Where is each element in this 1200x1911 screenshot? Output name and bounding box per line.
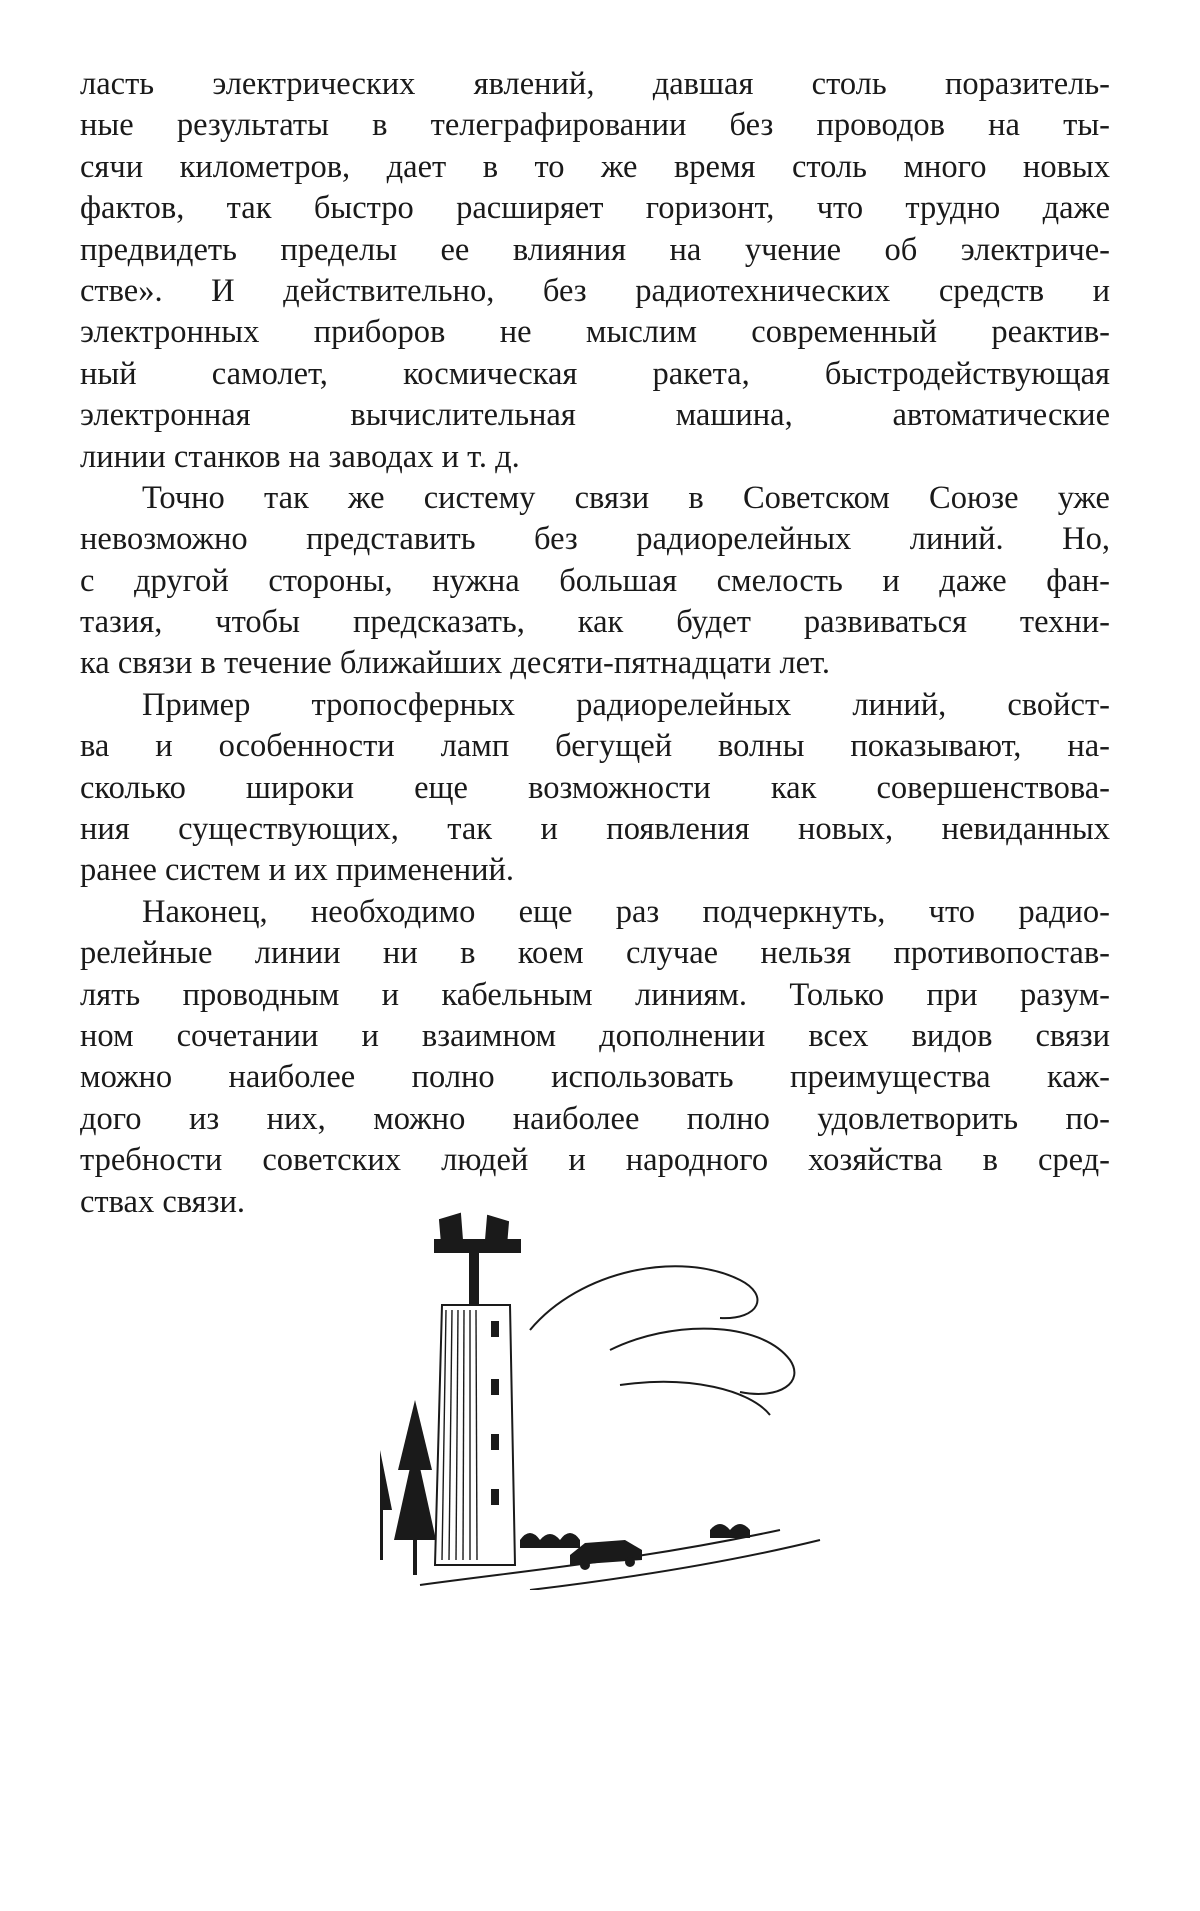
text-line: ласть электрических явлений, давшая столь поразитель- (80, 66, 1110, 102)
text-line: с другой стороны, нужна большая смелость и даже фан- (80, 562, 1110, 599)
tower-vignette-drawing (380, 1210, 840, 1590)
antenna-mast (470, 1245, 478, 1305)
ground-shrubs (520, 1524, 750, 1548)
text-line: ные результаты в телеграфировании без проводов на ты- (80, 107, 1110, 144)
text-line: электронная вычислительная машина, автоматические (80, 397, 1110, 434)
tower-window (492, 1380, 498, 1394)
cloud-swirl (530, 1266, 757, 1330)
tower-window (492, 1322, 498, 1336)
cloud-swirl (620, 1382, 770, 1415)
text-line: предвидеть пределы ее влияния на учение об электриче- (80, 231, 1110, 268)
text-line: требности советских людей и народного хозяйства в сред- (80, 1142, 1110, 1179)
antenna-platform (435, 1240, 520, 1252)
car (570, 1540, 642, 1570)
text-line: сколько широки еще возможности как совершенствова- (80, 769, 1110, 806)
text-line: стве». И действительно, без радиотехнических средств и (80, 272, 1110, 309)
text-line: ния существующих, так и появления новых, невиданных (80, 811, 1110, 848)
text-line: тазия, чтобы предсказать, как будет развиваться техни- (80, 604, 1110, 641)
text-line: ва и особенности ламп бегущей волны показывают, на- (80, 728, 1110, 765)
text-line: ка связи в течение ближайших десяти-пятнадцати лет. (80, 645, 830, 682)
text-line: ном сочетании и взаимном дополнении всех видов связи (80, 1017, 1110, 1054)
text-line: релейные линии ни в коем случае нельзя противопостав- (80, 935, 1110, 972)
text-line: Наконец, необходимо еще раз подчеркнуть, что радио- (142, 893, 1110, 930)
text-line: невозможно представить без радиорелейных линий. Но, (80, 521, 1110, 558)
paragraph-3 (80, 685, 1110, 892)
text-line: можно наиболее полно использовать преимущества каж- (80, 1059, 1110, 1096)
radio-relay-tower-illustration (380, 1210, 840, 1590)
text-line: лять проводным и кабельным линиям. Только при разум- (80, 976, 1110, 1013)
text-line: фактов, так быстро расширяет горизонт, что трудно даже (80, 190, 1110, 227)
tower-window (492, 1435, 498, 1449)
paragraph-4 (80, 892, 1110, 1223)
text-line: сячи километров, дает в то же время столь много новых (80, 148, 1110, 185)
paragraph-1 (80, 64, 1110, 478)
text-line: ствах связи. (80, 1183, 245, 1220)
text-line: ранее систем и их применений. (80, 852, 515, 889)
tower-window (492, 1490, 498, 1504)
text-line: электронных приборов не мыслим современный реактив- (80, 314, 1110, 351)
tower-body (435, 1305, 515, 1565)
text-line: Пример тропосферных радиорелейных линий, свойст- (142, 686, 1110, 723)
pine-trees (380, 1400, 436, 1575)
text-line: линии станков на заводах и т. д. (80, 438, 520, 475)
page-body (80, 64, 1110, 1223)
paragraph-2 (80, 478, 1110, 685)
text-line: Точно так же систему связи в Советском Союзе уже (142, 479, 1110, 516)
text-line: дого из них, можно наиболее полно удовлетворить по- (80, 1100, 1110, 1137)
text-line: ный самолет, космическая ракета, быстродействующая (80, 355, 1110, 392)
